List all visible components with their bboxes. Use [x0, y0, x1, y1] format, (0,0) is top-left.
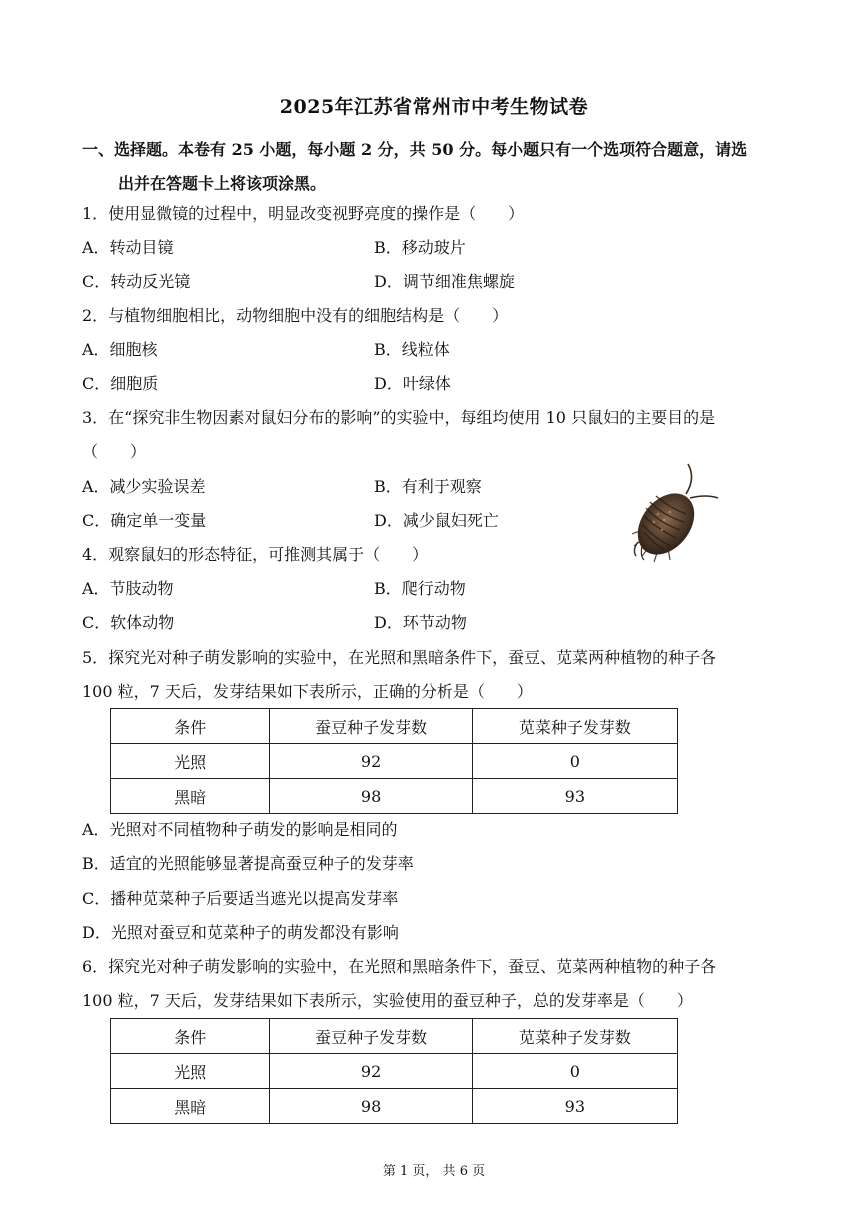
table-header-cell: 蚕豆种子发芽数	[270, 1019, 472, 1054]
table-cell: 93	[472, 1089, 677, 1124]
question-5-stem: 5．探究光对种子萌发影响的实验中，在光照和黑暗条件下，蚕豆、苋菜两种植物的种子各	[82, 648, 717, 667]
table-header-row	[111, 1019, 678, 1054]
question-2-option-d: D．叶绿体	[374, 374, 451, 393]
page-title: 2025年江苏省常州市中考生物试卷	[279, 96, 589, 118]
question-3-option-d: D．减少鼠妇死亡	[374, 511, 499, 530]
question-6-stem: 6．探究光对种子萌发影响的实验中，在光照和黑暗条件下，蚕豆、苋菜两种植物的种子各	[82, 957, 717, 976]
table-header-row	[111, 709, 678, 744]
table-row	[111, 744, 678, 779]
table-cell: 光照	[111, 1054, 270, 1089]
question-2-option-c: C．细胞质	[82, 374, 159, 393]
question-6-table	[110, 1018, 678, 1124]
question-4-option-d: D．环节动物	[374, 613, 467, 632]
question-2-option-a: A．细胞核	[82, 340, 158, 359]
table-row	[111, 1054, 678, 1089]
question-4-option-c: C．软体动物	[82, 613, 175, 632]
table-cell: 98	[270, 779, 472, 814]
question-3-stem: 3．在“探究非生物因素对鼠妇分布的影响”的实验中，每组均使用 10 只鼠妇的主要目的是	[82, 408, 716, 427]
question-1-option-d: D．调节细准焦螺旋	[374, 272, 515, 291]
table-header-cell: 苋菜种子发芽数	[472, 709, 677, 744]
table-cell: 黑暗	[111, 779, 270, 814]
question-2-stem: 2．与植物细胞相比，动物细胞中没有的细胞结构是（ ）	[82, 306, 509, 325]
table-header-cell: 条件	[111, 709, 270, 744]
table-cell: 光照	[111, 744, 270, 779]
section-heading-line1: 一、选择题。本卷有 25 小题，每小题 2 分，共 50 分。每小题只有一个选项符合题意，请选	[82, 140, 748, 159]
question-5-option-b: B．适宜的光照能够显著提高蚕豆种子的发芽率	[82, 854, 414, 873]
question-1-option-c: C．转动反光镜	[82, 272, 191, 291]
question-3-stem-cont: （ ）	[82, 442, 147, 461]
table-cell: 98	[270, 1089, 472, 1124]
question-5-option-d: D．光照对蚕豆和苋菜种子的萌发都没有影响	[82, 923, 399, 942]
question-5-table	[110, 708, 678, 814]
section-heading	[82, 133, 792, 201]
question-1-option-a: A．转动目镜	[82, 238, 174, 257]
question-1-stem: 1．使用显微镜的过程中，明显改变视野亮度的操作是（ ）	[82, 204, 525, 223]
question-4-option-a: A．节肢动物	[82, 579, 174, 598]
question-1-option-b: B．移动玻片	[374, 238, 466, 257]
table-cell: 0	[472, 1054, 677, 1089]
table-cell: 92	[270, 744, 472, 779]
question-5-option-a: A．光照对不同植物种子萌发的影响是相同的	[82, 820, 398, 839]
pillbug-icon	[614, 460, 724, 580]
table-cell: 93	[472, 779, 677, 814]
table-header-cell: 苋菜种子发芽数	[472, 1019, 677, 1054]
page-footer: 第 1 页， 共 6 页	[382, 1164, 486, 1179]
table-row	[111, 779, 678, 814]
question-6-stem-cont: 100 粒，7 天后，发芽结果如下表所示，实验使用的蚕豆种子，总的发芽率是（ ）	[82, 991, 693, 1010]
table-header-cell: 条件	[111, 1019, 270, 1054]
table-header-cell: 蚕豆种子发芽数	[270, 709, 472, 744]
question-3-option-a: A．减少实验误差	[82, 477, 206, 496]
table-cell: 0	[472, 744, 677, 779]
question-2-option-b: B．线粒体	[374, 340, 450, 359]
question-5-stem-cont: 100 粒，7 天后，发芽结果如下表所示，正确的分析是（ ）	[82, 682, 533, 701]
question-4-option-b: B．爬行动物	[374, 579, 466, 598]
table-cell: 黑暗	[111, 1089, 270, 1124]
table-row	[111, 1089, 678, 1124]
table-cell: 92	[270, 1054, 472, 1089]
section-heading-line2: 出并在答题卡上将该项涂黑。	[118, 174, 327, 193]
question-4-stem: 4．观察鼠妇的形态特征，可推测其属于（ ）	[82, 545, 429, 564]
question-3-option-c: C．确定单一变量	[82, 511, 207, 530]
question-5-option-c: C．播种苋菜种子后要适当遮光以提高发芽率	[82, 889, 399, 908]
question-3-option-b: B．有利于观察	[374, 477, 482, 496]
